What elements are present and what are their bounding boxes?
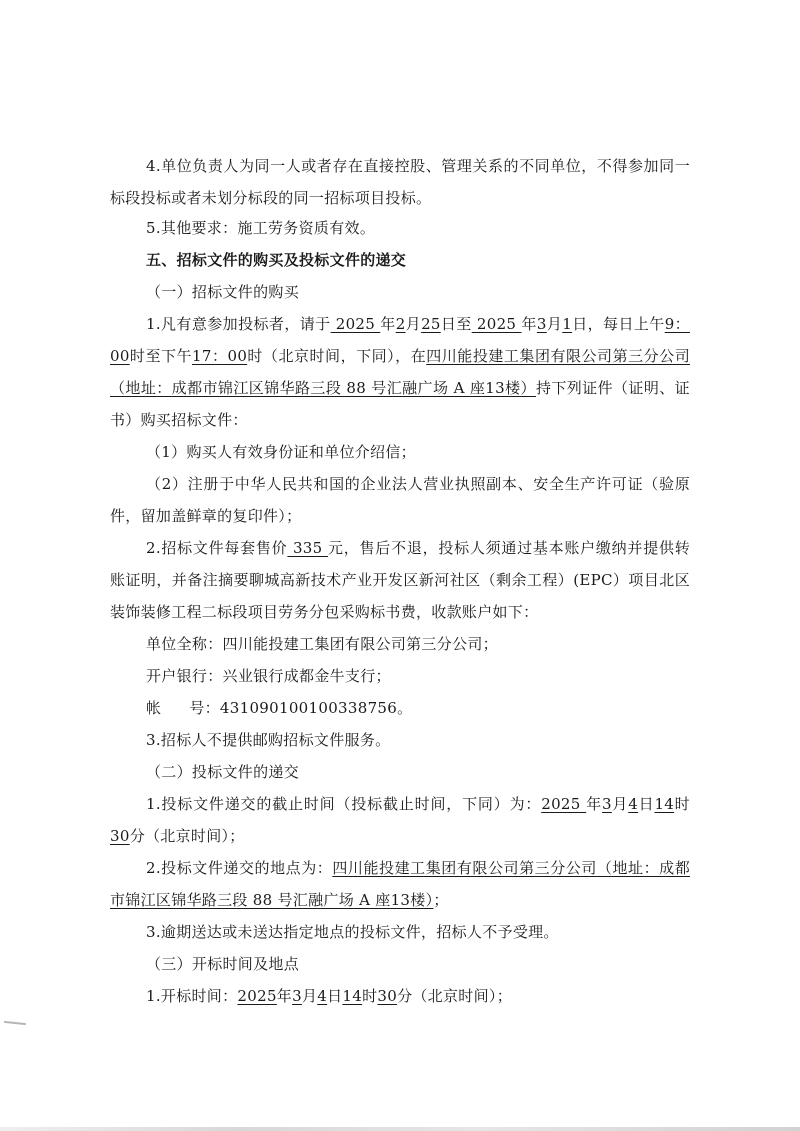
deadline-minute: 30 bbox=[110, 827, 130, 845]
purchase-location: 四川能投建工集团有限公司第三分公司（地址：成都市锦江区锦华路三段 88 号汇融广场 A 座13楼） bbox=[110, 347, 690, 397]
submit1-suffix: 分（北京时间）； bbox=[129, 827, 245, 845]
scan-bottom-edge bbox=[0, 1127, 800, 1131]
daily-text: 日，每日上午 bbox=[572, 315, 665, 333]
purchase2-prefix: 2.招标文件每套售价 bbox=[146, 539, 288, 557]
deadline-hour: 14 bbox=[654, 795, 675, 813]
opening1-prefix: 1.开标时间： bbox=[146, 987, 238, 1005]
month-char: 月 bbox=[301, 987, 318, 1005]
purchase-end-day: 1 bbox=[562, 315, 573, 333]
item4-line2: 一标段投标或者未划分标段的同一招标项目投标。 bbox=[110, 157, 690, 207]
opening1-suffix: 分（北京时间）； bbox=[397, 987, 513, 1005]
opening-year: 2025 bbox=[237, 987, 277, 1005]
account-number-label-a: 帐 bbox=[146, 699, 162, 717]
paragraph-item-5: 5.其他要求：施工劳务资质有效。 bbox=[146, 219, 376, 237]
item4-line1: 4.单位负责人为同一人或者存在直接控股、管理关系的不同单位，不得参加同 bbox=[146, 157, 675, 175]
paragraph-submit-1 bbox=[110, 788, 690, 852]
beijing-time-text: 时（北京时间，下同），在 bbox=[247, 347, 427, 365]
subsection-heading-opening: （三）开标时间及地点 bbox=[146, 955, 300, 973]
submit2-prefix: 2.投标文件递交的地点为： bbox=[146, 859, 333, 877]
submit2-suffix: ； bbox=[433, 891, 449, 909]
paragraph-opening-1 bbox=[110, 980, 690, 1012]
account-bank-value: 兴业银行成都金牛支行； bbox=[222, 667, 391, 685]
month-char: 月 bbox=[611, 795, 629, 813]
opening-day: 4 bbox=[317, 987, 328, 1005]
deadline-year: 2025 bbox=[541, 795, 587, 813]
purchase-start-year: 2025 bbox=[330, 315, 381, 333]
year-char: 年 bbox=[380, 315, 396, 333]
opening-hour: 14 bbox=[342, 987, 363, 1005]
account-name-value: 四川能投建工集团有限公司第三分公司； bbox=[222, 635, 498, 653]
document-price: 335 bbox=[287, 539, 329, 557]
purchase1-prefix: 1.凡有意参加投标者，请于 bbox=[146, 315, 331, 333]
day-char: 日 bbox=[638, 795, 655, 813]
to-text: 日至 bbox=[440, 315, 472, 333]
account-number-line bbox=[110, 692, 690, 724]
purchase-pm-time: 17：00 bbox=[192, 347, 248, 365]
purchase2-suffix: 元，售后不退，投标人须通过基本账户缴纳并提供转账证明，并备注摘要聊城高新技术产业开发区新河社区（剩余工程）(EPC）项目北区装饰装修工程二标段项目劳务分包采购标书费，收款账户如下： bbox=[110, 539, 691, 621]
account-number-label-b: 号： bbox=[189, 699, 220, 717]
year-char: 年 bbox=[586, 795, 603, 813]
account-name-label: 单位全称： bbox=[146, 635, 223, 653]
paragraph-doc-req-2: （2）注册于中华人民共和国的企业法人营业执照副本、安全生产许可证（验原件，留加盖鲜章的复印件）； bbox=[110, 475, 690, 525]
account-number-value: 431090100100338756。 bbox=[219, 699, 413, 717]
submission-location: 四川能投建工集团有限公司第三分公司（地址：成都市锦江区锦华路三段 88 号汇融广场 A 座13楼） bbox=[110, 859, 691, 909]
paragraph-purchase-1 bbox=[110, 308, 690, 436]
deadline-month: 3 bbox=[602, 795, 612, 813]
purchase-am-time: 9：00 bbox=[110, 315, 690, 365]
hour-char: 时 bbox=[362, 987, 378, 1005]
pm-text: 时至下午 bbox=[129, 347, 193, 365]
submit1-prefix: 1.投标文件递交的截止时间（投标截止时间，下同）为： bbox=[146, 795, 542, 813]
paragraph-purchase-3: 3.招标人不提供邮购招标文件服务。 bbox=[146, 731, 391, 749]
opening-month: 3 bbox=[292, 987, 302, 1005]
purchase-start-month: 2 bbox=[395, 315, 406, 333]
year-char: 年 bbox=[276, 987, 293, 1005]
day-char: 日 bbox=[327, 987, 343, 1005]
hour-char: 时 bbox=[674, 795, 690, 813]
paragraph-submit-2 bbox=[110, 852, 690, 916]
opening-minute: 30 bbox=[377, 987, 398, 1005]
month-char: 月 bbox=[546, 315, 563, 333]
purchase1-suffix: 持下列证件（证明、证书）购买招标文件： bbox=[110, 379, 690, 429]
year-char: 年 bbox=[521, 315, 537, 333]
account-bank-line bbox=[110, 660, 690, 692]
paragraph-item-4 bbox=[110, 150, 690, 214]
purchase-end-year: 2025 bbox=[471, 315, 522, 333]
month-char: 月 bbox=[405, 315, 422, 333]
paragraph-purchase-2 bbox=[110, 532, 690, 628]
scan-artifact-mark bbox=[4, 1021, 26, 1025]
subsection-heading-purchase: （一）招标文件的购买 bbox=[146, 283, 300, 301]
account-name-line bbox=[110, 628, 690, 660]
deadline-day: 4 bbox=[628, 795, 639, 813]
purchase-end-month: 3 bbox=[536, 315, 547, 333]
purchase-start-day: 25 bbox=[421, 315, 441, 333]
subsection-heading-submission: （二）投标文件的递交 bbox=[146, 763, 300, 781]
paragraph-submit-3: 3.逾期送达或未送达指定地点的投标文件，招标人不予受理。 bbox=[146, 923, 559, 941]
account-bank-label: 开户银行： bbox=[146, 667, 223, 685]
section-heading-5: 五、招标文件的购买及投标文件的递交 bbox=[146, 251, 407, 269]
paragraph-doc-req-1: （1）购买人有效身份证和单位介绍信； bbox=[146, 443, 416, 461]
